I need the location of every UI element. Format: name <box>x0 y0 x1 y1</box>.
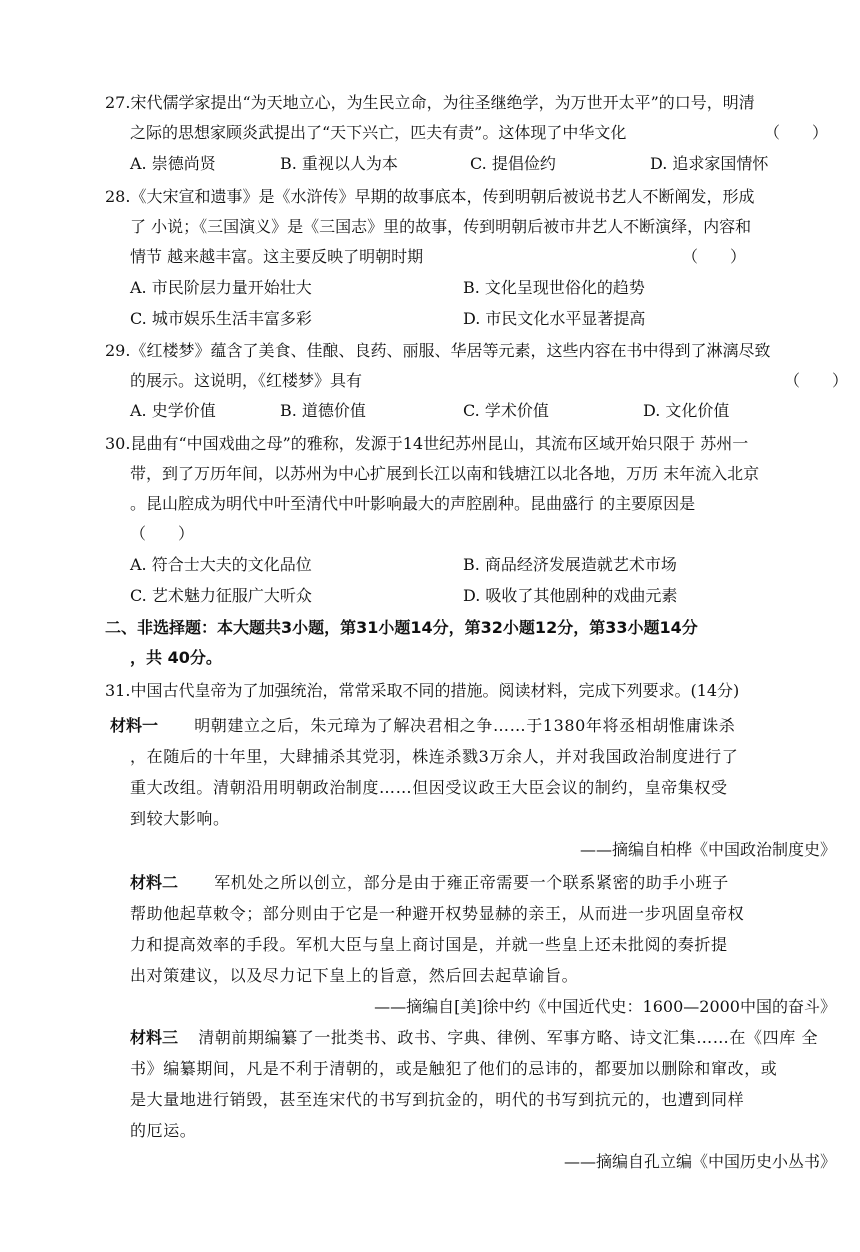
q31-material2-line1 <box>130 873 729 892</box>
q29-answer-paren: （ ） <box>784 371 849 390</box>
q27-option-c: C. 提倡俭约 <box>470 154 556 173</box>
q27-stem-line1: 27.宋代儒学家提出“为天地立心，为生民立命，为往圣继绝学，为万世开太平”的口号，明清 <box>105 93 755 112</box>
q29-option-d: D. 文化价值 <box>643 401 730 420</box>
q30-stem-line1: 30.昆曲有“中国戏曲之母”的雅称，发源于14世纪苏州昆山，其流布区域开始只限于 苏州一 <box>105 434 749 453</box>
q30-option-b: B. 商品经济发展造就艺术市场 <box>463 555 677 574</box>
q31-stem: 31.中国古代皇帝为了加强统治，常常采取不同的措施。阅读材料，完成下列要求。(14分) <box>105 681 740 700</box>
q28-option-c: C. 城市娱乐生活丰富多彩 <box>130 309 312 328</box>
q31-material3-text1: 清朝前期编纂了一批类书、政书、字典、律例、军事方略、诗文汇集……在《四库 全 <box>198 1028 819 1047</box>
q31-material1-line1 <box>110 716 735 735</box>
q31-material1-label: 材料一 <box>110 716 159 735</box>
q28-stem-line3: 情节 越来越丰富。这主要反映了明朝时期 <box>130 247 424 266</box>
q28-stem-line1: 28.《大宋宣和遗事》是《水浒传》早期的故事底本，传到明朝后被说书艺人不断阐发，形成 <box>105 187 755 206</box>
q31-material1-line2: ，在随后的十年里，大肆捕杀其党羽，株连杀戮3万余人，并对我国政治制度进行了 <box>130 747 739 766</box>
q28-option-a: A. 市民阶层力量开始壮大 <box>130 278 312 297</box>
q29-option-c: C. 学术价值 <box>463 401 549 420</box>
q30-stem-line2: 带，到了万历年间，以苏州为中心扩展到长江以南和钱塘江以北各地，万历 末年流入北京 <box>130 464 760 483</box>
q31-material3-label: 材料三 <box>130 1028 179 1047</box>
q27-option-a: A. 崇德尚贤 <box>130 154 216 173</box>
q31-material1-line3: 重大改组。清朝沿用明朝政治制度……但因受议政王大臣会议的制约，皇帝集权受 <box>130 778 728 797</box>
q27-answer-paren: （ ） <box>764 123 829 142</box>
q30-option-d: D. 吸收了其他剧种的戏曲元素 <box>463 586 678 605</box>
q31-material3-line4: 的厄运。 <box>130 1121 197 1140</box>
q27-option-b: B. 重视以人为本 <box>280 154 398 173</box>
q27-option-d: D. 追求家国情怀 <box>650 154 769 173</box>
q31-material1-source: ——摘编自柏桦《中国政治制度史》 <box>579 840 836 859</box>
q31-material3-line3: 是大量地进行销毁，甚至连宋代的书写到抗金的，明代的书写到抗元的，也遭到同样 <box>130 1090 745 1109</box>
section2-heading-line2: ，共 40分。 <box>130 648 222 667</box>
q31-material3-line1 <box>130 1028 818 1047</box>
q31-material1-line4: 到较大影响。 <box>130 809 230 828</box>
q31-material2-source: ——摘编自[美]徐中约《中国近代史：1600—2000中国的奋斗》 <box>374 997 836 1016</box>
q29-option-b: B. 道德价值 <box>280 401 366 420</box>
q28-stem-line2: 了 小说；《三国演义》是《三国志》里的故事，传到明朝后被市井艺人不断演绎，内容和 <box>130 217 752 236</box>
q29-option-a: A. 史学价值 <box>130 401 216 420</box>
q31-material3-source: ——摘编自孔立编《中国历史小丛书》 <box>563 1152 836 1171</box>
q29-stem-line1: 29.《红楼梦》蕴含了美食、佳酿、良药、丽服、华居等元素，这些内容在书中得到了淋漓尽致 <box>105 341 771 360</box>
q30-answer-paren: （ ） <box>130 524 195 543</box>
q28-option-b: B. 文化呈现世俗化的趋势 <box>463 278 645 297</box>
q31-material1-text1: 明朝建立之后，朱元璋为了解决君相之争……于1380年将丞相胡惟庸诛杀 <box>194 716 736 735</box>
q30-option-c: C. 艺术魅力征服广大听众 <box>130 586 312 605</box>
q28-answer-paren: （ ） <box>682 247 747 266</box>
q31-material2-label: 材料二 <box>130 873 179 892</box>
q30-option-a: A. 符合士大夫的文化品位 <box>130 555 312 574</box>
q29-stem-line2: 的展示。这说明，《红楼梦》具有 <box>130 371 363 390</box>
section2-heading-line1: 二、非选择题：本大题共3小题，第31小题14分，第32小题12分，第33小题14分 <box>105 618 698 637</box>
q28-option-d: D. 市民文化水平显著提高 <box>463 309 646 328</box>
q31-material2-line3: 力和提高效率的手段。军机大臣与皇上商讨国是，并就一些皇上还未批阅的奏折提 <box>130 935 728 954</box>
q31-material2-text1: 军机处之所以创立，部分是由于雍正帝需要一个联系紧密的助手小班子 <box>214 873 729 892</box>
q31-material3-line2: 书》编纂期间，凡是不利于清朝的，或是触犯了他们的忌讳的，都要加以删除和窜改，或 <box>130 1059 778 1078</box>
q31-material2-line2: 帮助他起草敕令；部分则由于它是一种避开权势显赫的亲王，从而进一步巩固皇帝权 <box>130 904 745 923</box>
q31-material2-line4: 出对策建议，以及尽力记下皇上的旨意，然后回去起草谕旨。 <box>130 966 579 985</box>
q30-stem-line3: 。昆山腔成为明代中叶至清代中叶影响最大的声腔剧种。昆曲盛行 的主要原因是 <box>130 494 696 513</box>
q27-stem-line2: 之际的思想家顾炎武提出了“天下兴亡，匹夫有责”。这体现了中华文化 <box>130 123 627 142</box>
